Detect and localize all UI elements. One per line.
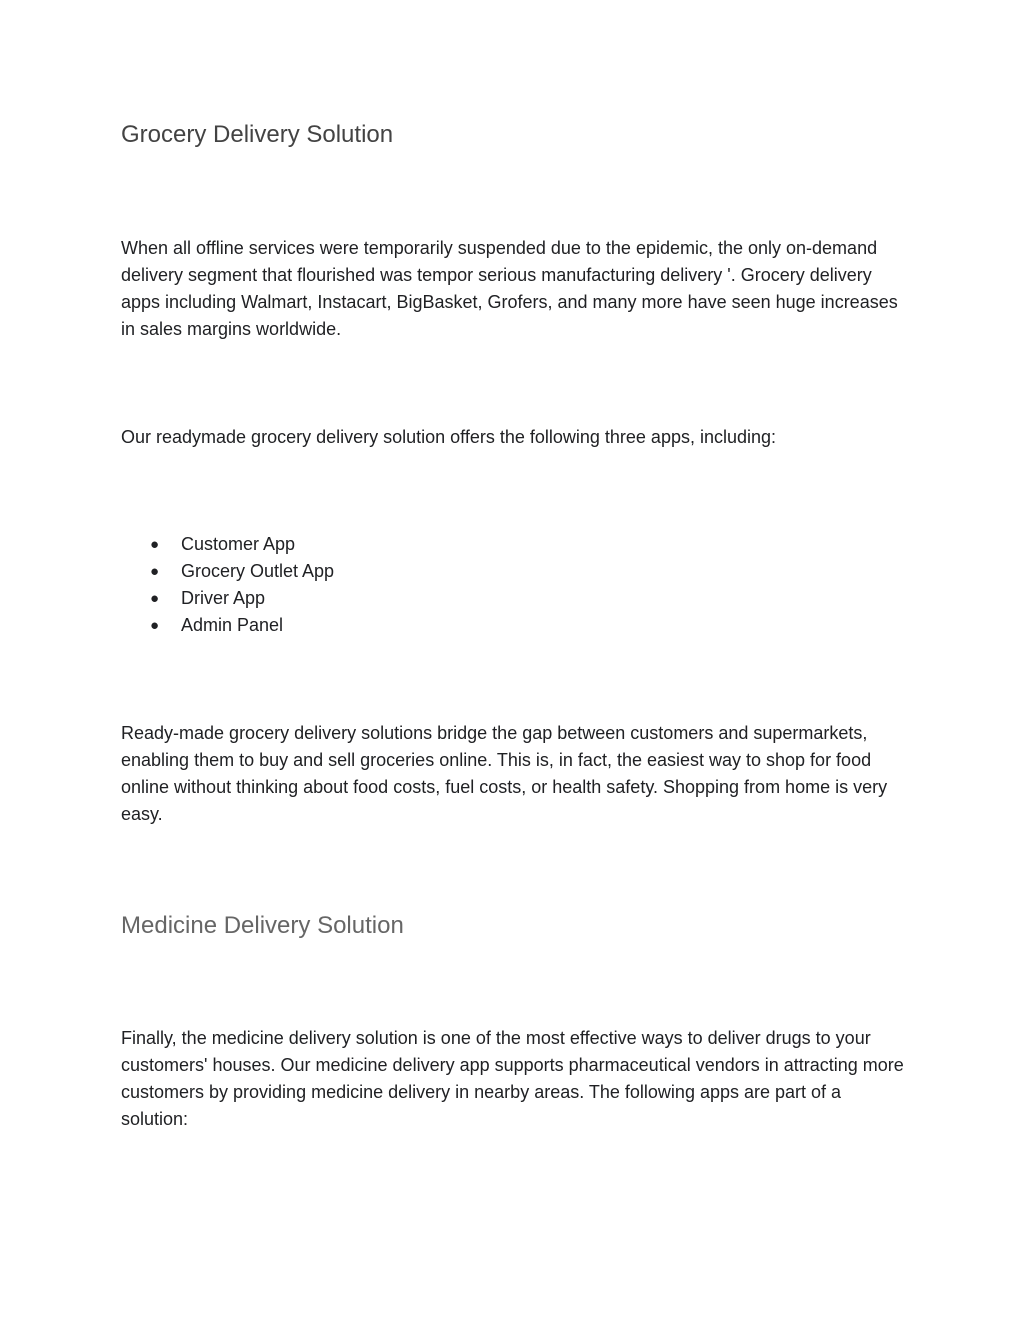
- bullet-icon: ●: [150, 617, 160, 635]
- medicine-intro-paragraph: Finally, the medicine delivery solution is one of the most effective ways to deliver drugs to your customers' houses. Our medicine delivery app supports pharmaceutical vendors in attracting more customers by providing medicine delivery in nearby areas. The following apps are part of a solution:: [121, 1028, 904, 1130]
- grocery-intro-paragraph: When all offline services were temporarily suspended due to the epidemic, the only on-demand delivery segment that flourished was tempor serious manufacturing delivery '. Grocery delivery apps including Walmart, Instacart, BigBasket, Grofers, and many more have seen huge increases in sales margins worldwide.: [121, 238, 898, 340]
- list-item-label: Driver App: [181, 588, 266, 609]
- list-item: [121, 612, 334, 639]
- grocery-section-title: Grocery Delivery Solution: [121, 121, 394, 148]
- list-item: [121, 531, 334, 558]
- grocery-apps-list: [121, 531, 334, 639]
- list-item-label: Customer App: [181, 534, 296, 554]
- list-item-label: Grocery Outlet App: [181, 561, 335, 582]
- list-item: [121, 585, 334, 612]
- medicine-section-title: Medicine Delivery Solution: [121, 912, 404, 939]
- bullet-icon: ●: [150, 563, 160, 581]
- list-item-label: Admin Panel: [181, 615, 284, 636]
- grocery-apps-intro-paragraph: Our readymade grocery delivery solution offers the following three apps, including:: [121, 427, 777, 447]
- bullet-icon: ●: [150, 590, 160, 608]
- bullet-icon: ●: [150, 536, 160, 553]
- list-item: [121, 558, 334, 585]
- grocery-benefits-paragraph: Ready-made grocery delivery solutions bridge the gap between customers and supermarkets, enabling them to buy and sell groceries online. This is, in fact, the easiest way to shop for food online without thinking about food costs, fuel costs, or health safety. Shopping from home is very easy.: [121, 723, 888, 825]
